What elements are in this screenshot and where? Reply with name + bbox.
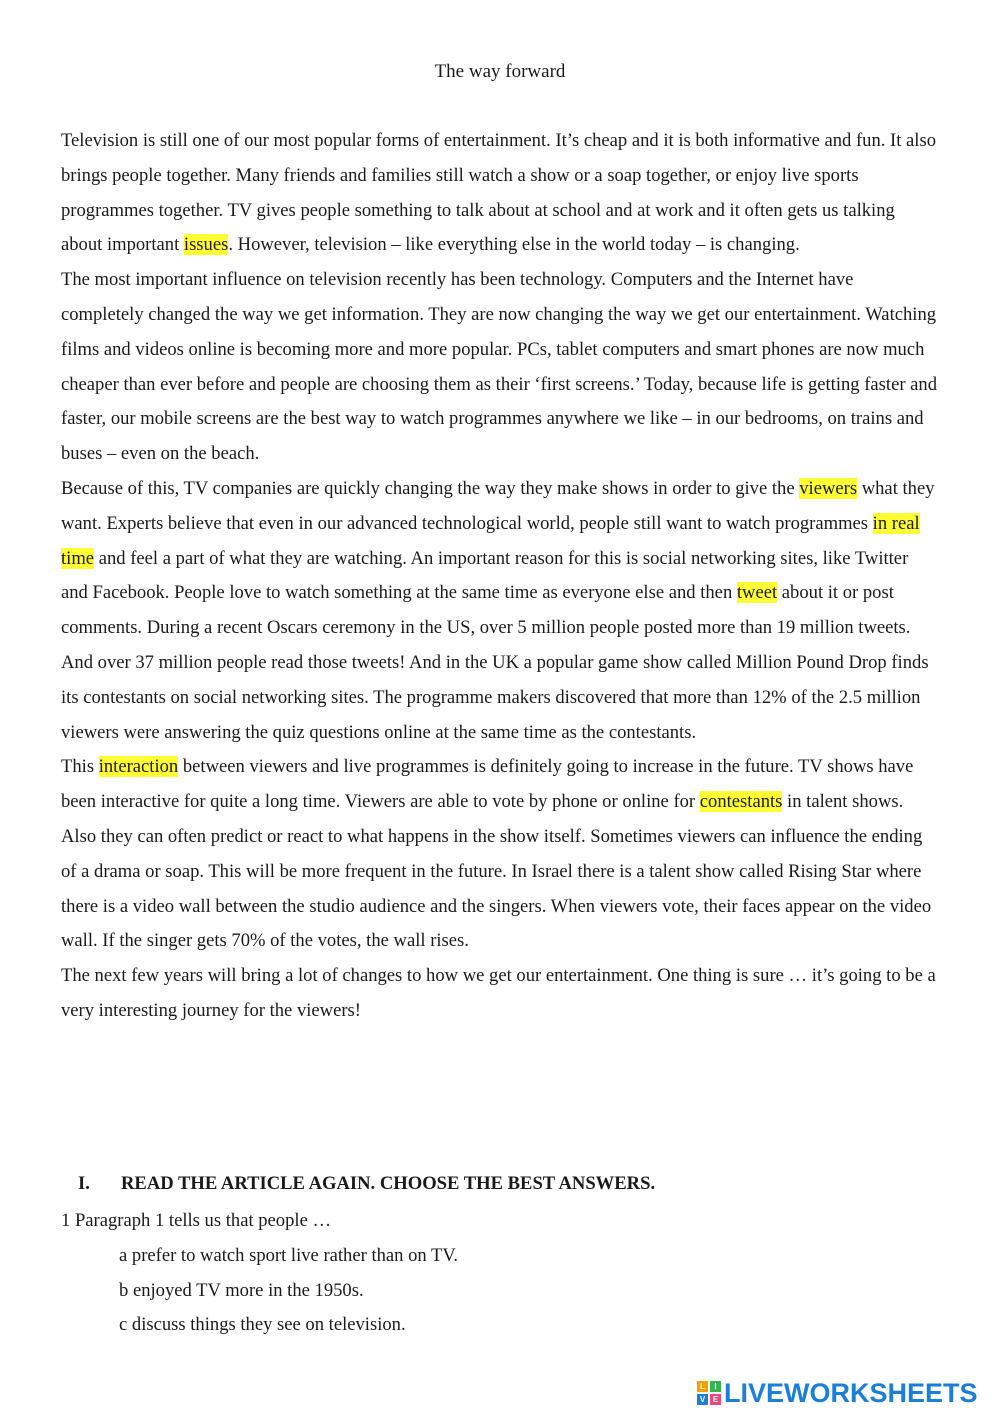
paragraph-3-text-a: Because of this, TV companies are quickly changing the way they make shows in order to give the (61, 477, 800, 499)
paragraph-5 (61, 959, 939, 1029)
page-title: The way forward (434, 61, 566, 82)
logo-letter-e: E (710, 1394, 721, 1405)
paragraph-5-text: The next few years will bring a lot of changes to how we get our entertainment. One thing is sure … it’s going to be a very interesting journey for the viewers! (61, 965, 936, 1021)
question-1 (61, 1204, 939, 1343)
section-heading-text: READ THE ARTICLE AGAIN. CHOOSE THE BEST ANSWERS. (121, 1173, 656, 1194)
highlight-interaction: interaction (98, 756, 179, 778)
paragraph-1-text-a: Television is still one of our most popular forms of entertainment. It’s cheap and it is both informative and fun. It also brings people together. Many friends and families still watch a show or a soap together, or enjoy live sports programmes together. TV gives people something to talk about at school and at work and it often gets us talking about important (61, 130, 937, 256)
article-body (61, 124, 939, 1029)
section-number: I. (78, 1173, 90, 1194)
brand-wordmark: LIVEWORKSHEETS (724, 1378, 978, 1408)
answer-option-b[interactable]: b enjoyed TV more in the 1950s. (119, 1279, 364, 1301)
paragraph-1 (61, 124, 939, 263)
answer-option-a[interactable]: a prefer to watch sport live rather than on TV. (119, 1244, 459, 1266)
paragraph-3-text-d: about it or post comments. During a recent Oscars ceremony in the US, over 5 million people posted more than 19 million tweets. And over 37 million people read those tweets! And in the UK a popular game show called Million Pound Drop finds its contestants on social networking sites. The programme makers discovered that more than 12% of the 2.5 million viewers were answering the quiz questions online at the same time as the contestants. (61, 582, 929, 743)
question-stem: 1 Paragraph 1 tells us that people … (61, 1210, 332, 1231)
liveworksheets-logo (697, 1378, 978, 1408)
answer-option-c[interactable]: c discuss things they see on television. (119, 1314, 406, 1336)
paragraph-4 (61, 750, 939, 959)
highlight-in-real-time: in real time (61, 512, 920, 569)
paragraph-4-text-b: between viewers and live programmes is definitely going to increase in the future. TV shows have been interactive for quite a long time. Viewers are able to vote by phone or online for (61, 756, 914, 813)
paragraph-4-text-a: This (61, 756, 99, 778)
highlight-issues: issues (183, 234, 229, 256)
paragraph-3-text-b: what they want. Experts believe that even in our advanced technological world, people still want to watch programmes (61, 477, 935, 534)
paragraph-4-text-c: in talent shows. Also they can often predict or react to what happens in the show itself. Sometimes viewers can influence the ending of a drama or soap. This will be more frequent in the future. In Israel there is a talent show called Rising Star where there is a video wall between the studio audience and the singers. When viewers vote, their faces appear on the video wall. If the singer gets 70% of the votes, the wall rises. (61, 791, 932, 952)
paragraph-1-text-b: . However, television – like everything else in the world today – is changing. (228, 234, 800, 256)
paragraph-3 (61, 472, 939, 750)
section-heading (78, 1172, 938, 1196)
paragraph-3-text-c: and feel a part of what they are watching. An important reason for this is social networking sites, like Twitter and Facebook. People love to watch something at the same time as everyone else and then (61, 547, 909, 604)
logo-icon (697, 1381, 721, 1405)
paragraph-2 (61, 263, 939, 472)
highlight-tweet: tweet (736, 582, 778, 604)
paragraph-2-text: The most important influence on television recently has been technology. Computers and the Internet have completely changed the way we get information. They are now changing the way we get our entertainment. Watching films and videos online is becoming more and more popular. PCs, tablet computers and smart phones are now much cheaper than ever before and people are choosing them as their ‘first screens.’ Today, because life is getting faster and faster, our mobile screens are the best way to watch programmes anywhere we like – in our bedrooms, on trains and buses – even on the beach. (61, 269, 938, 465)
logo-letter-i: I (710, 1381, 721, 1392)
highlight-contestants: contestants (699, 791, 783, 813)
logo-letter-v: V (697, 1394, 708, 1405)
highlight-viewers: viewers (799, 477, 858, 499)
logo-letter-l: L (697, 1381, 708, 1392)
